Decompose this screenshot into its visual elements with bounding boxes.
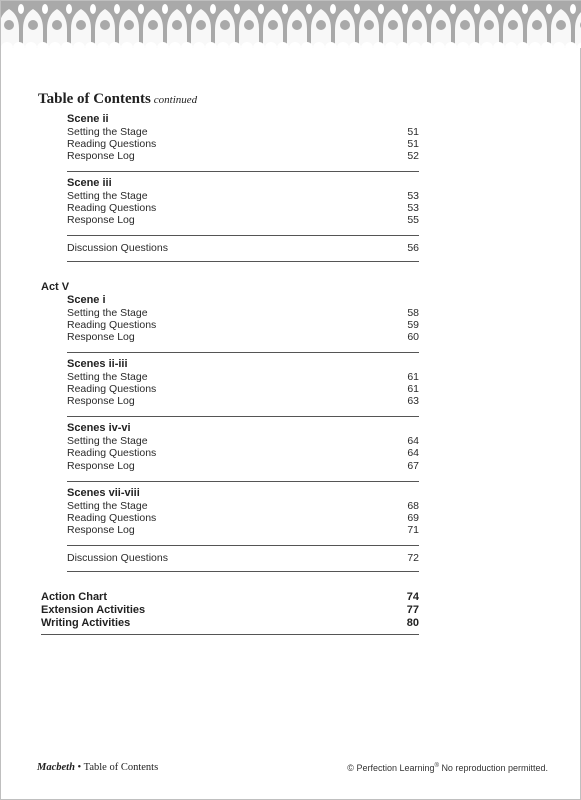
entry-label: Reading Questions: [67, 202, 157, 214]
entry-label: Action Chart: [41, 591, 107, 603]
entry-label: Setting the Stage: [67, 435, 148, 447]
divider: [67, 481, 419, 482]
entry-page: 64: [407, 447, 419, 459]
entry-page: 53: [407, 202, 419, 214]
divider: [67, 235, 419, 236]
entry-label: Setting the Stage: [67, 190, 148, 202]
footer-book-info: [37, 762, 158, 773]
title-continued: continued: [153, 94, 198, 106]
entry-page: 67: [407, 460, 419, 472]
entry-page: 61: [407, 383, 419, 395]
scene-heading: Scene i: [67, 294, 106, 306]
toc-entry-discussion[interactable]: [67, 242, 419, 255]
act-heading: Act V: [41, 281, 70, 293]
footer-bullet: •: [77, 762, 82, 773]
entry-page: 51: [407, 138, 419, 150]
registered-mark: ®: [434, 763, 439, 769]
divider: [67, 171, 419, 172]
entry-label: Response Log: [67, 331, 135, 343]
entry-label: Reading Questions: [67, 319, 157, 331]
entry-page: 74: [406, 591, 419, 603]
toc-entry[interactable]: [67, 214, 419, 227]
copyright-icon: ©: [347, 763, 354, 773]
scene-heading: Scenes iv-vi: [67, 422, 131, 434]
toc-entry[interactable]: [67, 524, 419, 537]
entry-label: Reading Questions: [67, 512, 157, 524]
entry-label: Extension Activities: [41, 604, 146, 616]
entry-page: 69: [407, 512, 419, 524]
entry-page: 71: [407, 524, 419, 536]
entry-label: Discussion Questions: [67, 552, 168, 564]
footer-section: Table of Contents: [83, 762, 159, 773]
entry-page: 55: [407, 214, 419, 226]
entry-label: Setting the Stage: [67, 371, 148, 383]
entry-page: 64: [407, 435, 419, 447]
entry-label: Discussion Questions: [67, 242, 168, 254]
entry-page: 77: [406, 604, 419, 616]
footer-copyright: [347, 763, 548, 773]
entry-page: 51: [407, 126, 419, 138]
toc-entry-discussion[interactable]: [67, 552, 419, 565]
entry-page: 56: [407, 242, 419, 254]
entry-page: 58: [407, 307, 419, 319]
entry-page: 52: [407, 150, 419, 162]
toc-entry-main[interactable]: [41, 591, 419, 604]
scene-heading: Scene ii: [67, 113, 109, 125]
entry-label: Writing Activities: [41, 617, 131, 629]
toc-entry[interactable]: [67, 150, 419, 163]
page-title: [38, 91, 197, 108]
toc-entry[interactable]: [67, 395, 419, 408]
entry-page: 63: [407, 395, 419, 407]
entry-page: 68: [407, 500, 419, 512]
scene-heading: Scenes ii-iii: [67, 358, 128, 370]
title-text: Table of Contents: [38, 91, 151, 107]
entry-label: Reading Questions: [67, 383, 157, 395]
divider: [41, 634, 419, 635]
toc-entry-main[interactable]: [41, 617, 419, 630]
entry-label: Response Log: [67, 150, 135, 162]
footer-publisher: Perfection Learning: [356, 763, 435, 773]
scene-heading: Scene iii: [67, 177, 112, 189]
divider: [67, 352, 419, 353]
toc-entry-main[interactable]: [41, 604, 419, 617]
divider: [67, 261, 419, 262]
entry-page: 59: [407, 319, 419, 331]
entry-label: Setting the Stage: [67, 500, 148, 512]
divider: [67, 416, 419, 417]
entry-label: Setting the Stage: [67, 307, 148, 319]
footer-book-title: Macbeth: [37, 762, 75, 773]
divider: [67, 545, 419, 546]
toc-entry[interactable]: [67, 331, 419, 344]
entry-page: 72: [407, 552, 419, 564]
toc-entry[interactable]: [67, 447, 419, 460]
toc-entry[interactable]: [67, 460, 419, 473]
entry-page: 60: [407, 331, 419, 343]
entry-page: 61: [407, 371, 419, 383]
entry-label: Response Log: [67, 214, 135, 226]
entry-label: Response Log: [67, 524, 135, 536]
entry-page: 53: [407, 190, 419, 202]
entry-label: Reading Questions: [67, 138, 157, 150]
scene-heading: Scenes vii-viii: [67, 487, 140, 499]
ornament-pattern-icon: [1, 1, 581, 48]
footer-notice: No reproduction permitted.: [441, 763, 548, 773]
entry-label: Reading Questions: [67, 447, 157, 459]
entry-page: 80: [406, 617, 419, 629]
entry-label: Response Log: [67, 460, 135, 472]
entry-label: Response Log: [67, 395, 135, 407]
divider: [67, 571, 419, 572]
decorative-border: [1, 1, 581, 48]
entry-label: Setting the Stage: [67, 126, 148, 138]
